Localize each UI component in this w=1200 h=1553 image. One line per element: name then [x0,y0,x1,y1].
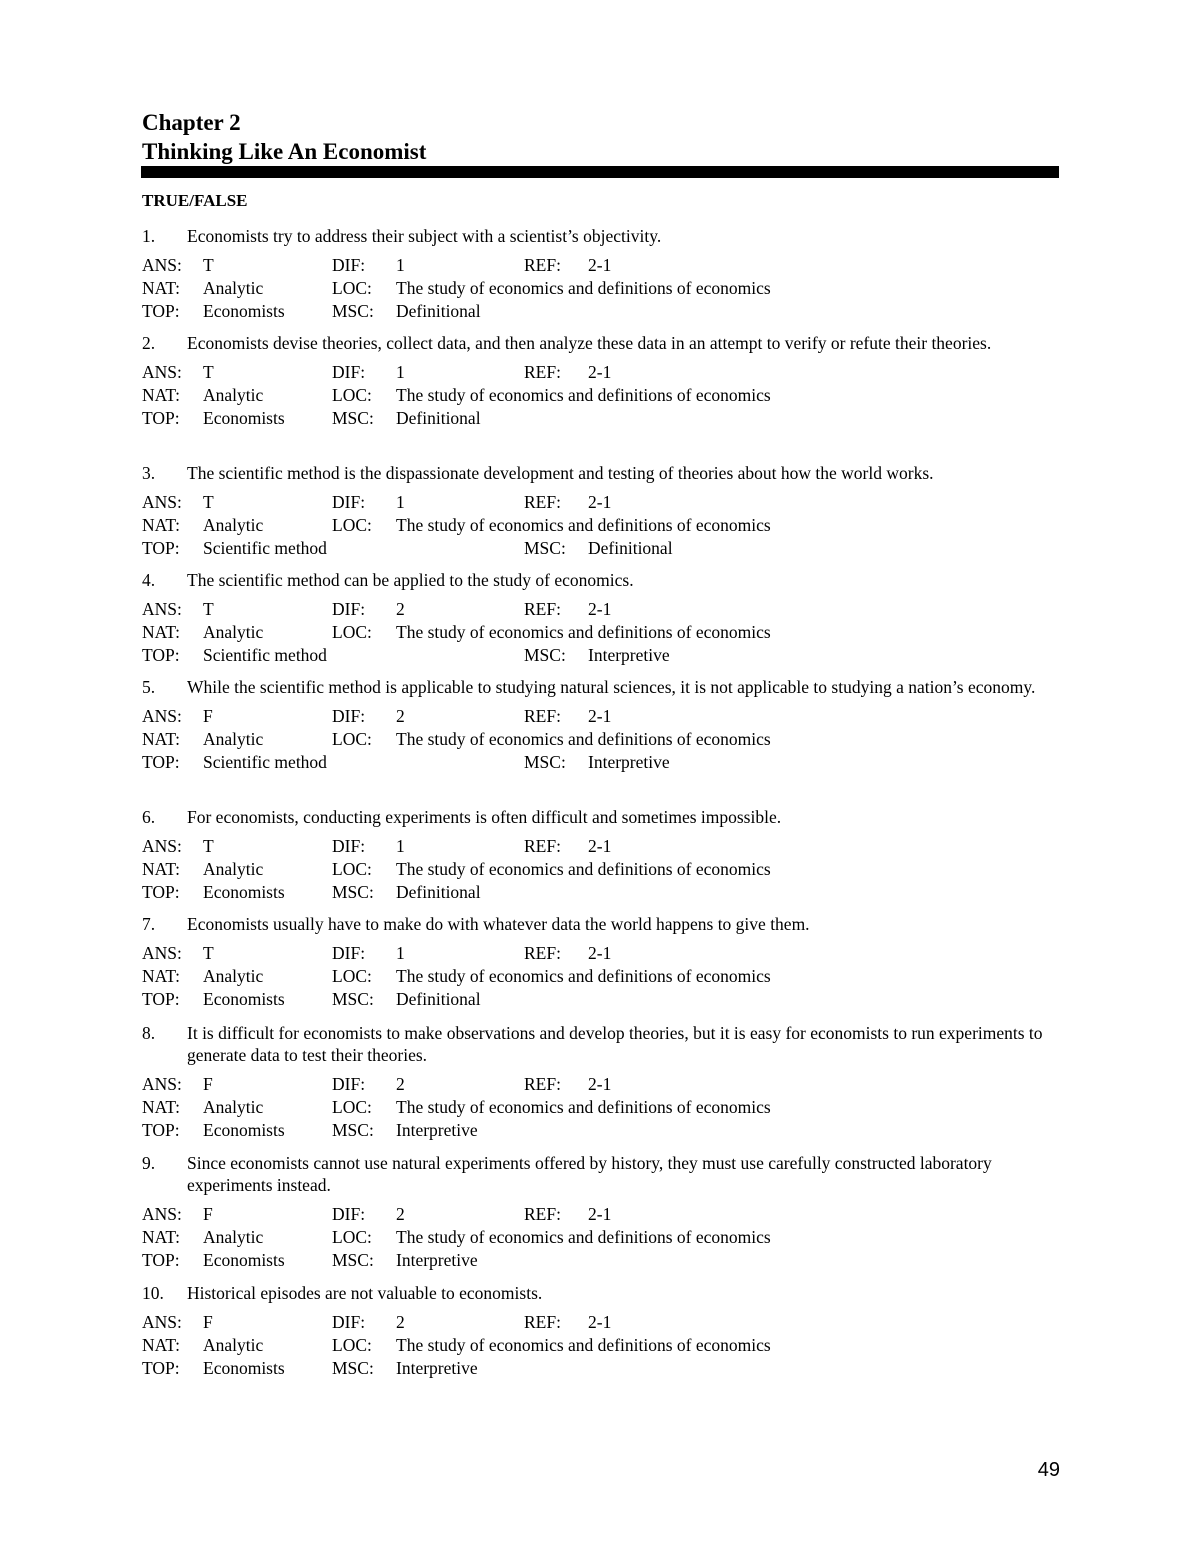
meta-row-nat [142,858,1058,881]
question-meta [142,942,1058,1011]
question-text [142,1022,1058,1066]
question-number: 1. [142,226,156,246]
question-item [142,225,1058,323]
nat-label: NAT: [142,1097,181,1117]
msc-label: MSC: [524,538,566,558]
top-label: TOP: [142,1358,180,1378]
meta-row-top [142,1357,1058,1380]
question-text [142,913,1058,935]
question-item [142,676,1058,774]
question-item [142,1282,1058,1380]
nat-label: NAT: [142,966,181,986]
msc-value: Definitional [588,538,673,558]
question-number: 10. [142,1283,164,1303]
question-meta [142,1311,1058,1380]
ans-value: T [203,492,214,512]
top-value: Economists [203,1358,285,1378]
msc-value: Interpretive [396,1120,478,1140]
ref-label: REF: [524,362,561,382]
nat-value: Analytic [203,515,264,535]
question-item [142,806,1058,904]
msc-value: Definitional [396,989,481,1009]
msc-value: Interpretive [396,1358,478,1378]
question-meta [142,835,1058,904]
top-label: TOP: [142,538,180,558]
top-value: Economists [203,408,285,428]
ans-label: ANS: [142,492,182,512]
question-item [142,913,1058,1011]
msc-label: MSC: [332,989,374,1009]
nat-value: Analytic [203,1227,264,1247]
top-value: Economists [203,882,285,902]
ans-value: T [203,362,214,382]
loc-label: LOC: [332,859,372,879]
ans-label: ANS: [142,362,182,382]
page-number: 49 [1037,1459,1060,1481]
question-item [142,1022,1058,1142]
nat-value: Analytic [203,729,264,749]
dif-value: 1 [396,943,405,963]
nat-label: NAT: [142,1335,181,1355]
msc-value: Definitional [396,408,481,428]
question-meta [142,254,1058,323]
meta-row-nat [142,277,1058,300]
loc-value: The study of economics and definitions of economics [396,515,771,535]
question-body: Economists try to address their subject with a scientist’s objectivity. [187,226,662,246]
top-label: TOP: [142,752,180,772]
loc-label: LOC: [332,966,372,986]
msc-value: Definitional [396,882,481,902]
nat-value: Analytic [203,385,264,405]
question-item [142,1152,1058,1272]
question-body: While the scientific method is applicable to studying natural sciences, it is not applicable to studying a nation’s economy. [187,677,1036,697]
ref-label: REF: [524,1204,561,1224]
meta-row-top [142,537,1058,560]
nat-value: Analytic [203,966,264,986]
loc-label: LOC: [332,622,372,642]
ans-value: F [203,1074,213,1094]
ans-label: ANS: [142,836,182,856]
top-label: TOP: [142,645,180,665]
dif-label: DIF: [332,836,366,856]
top-label: TOP: [142,882,180,902]
loc-value: The study of economics and definitions of economics [396,622,771,642]
meta-row-top [142,1249,1058,1272]
question-text [142,676,1058,698]
ref-value: 2-1 [588,706,612,726]
question-number: 7. [142,914,156,934]
question-meta [142,491,1058,560]
loc-label: LOC: [332,278,372,298]
meta-row-nat [142,1334,1058,1357]
nat-value: Analytic [203,622,264,642]
ans-value: T [203,599,214,619]
meta-row-ans [142,254,1058,277]
dif-label: DIF: [332,255,366,275]
question-number: 4. [142,570,156,590]
ans-label: ANS: [142,1074,182,1094]
msc-value: Interpretive [588,752,670,772]
meta-row-top [142,751,1058,774]
ans-value: F [203,1204,213,1224]
question-body: Since economists cannot use natural experiments offered by history, they must use carefully constructed laboratory experiments instead. [187,1153,992,1195]
meta-row-top [142,1119,1058,1142]
dif-value: 2 [396,599,405,619]
question-number: 8. [142,1023,156,1043]
nat-label: NAT: [142,278,181,298]
top-value: Scientific method [203,645,327,665]
ref-value: 2-1 [588,599,612,619]
loc-value: The study of economics and definitions of economics [396,1227,771,1247]
top-value: Economists [203,989,285,1009]
chapter-title: Thinking Like An Economist [142,139,427,164]
meta-row-nat [142,1226,1058,1249]
ref-label: REF: [524,836,561,856]
nat-value: Analytic [203,278,264,298]
dif-value: 1 [396,836,405,856]
msc-value: Definitional [396,301,481,321]
question-text [142,462,1058,484]
nat-label: NAT: [142,729,181,749]
question-item [142,332,1058,430]
title-rule [141,166,1059,178]
msc-label: MSC: [332,408,374,428]
dif-value: 1 [396,492,405,512]
question-body: Historical episodes are not valuable to economists. [187,1283,543,1303]
msc-label: MSC: [524,645,566,665]
question-body: It is difficult for economists to make observations and develop theories, but it is easy for economists to run experiments to generate data to test their theories. [187,1023,1043,1065]
question-body: The scientific method is the dispassionate development and testing of theories about how the world works. [187,463,934,483]
question-number: 6. [142,807,156,827]
question-meta [142,1203,1058,1272]
meta-row-top [142,644,1058,667]
question-meta [142,705,1058,774]
ref-value: 2-1 [588,1312,612,1332]
chapter-number: Chapter 2 [142,110,241,135]
dif-label: DIF: [332,1074,366,1094]
ref-value: 2-1 [588,492,612,512]
msc-label: MSC: [524,752,566,772]
meta-row-nat [142,1096,1058,1119]
top-label: TOP: [142,1250,180,1270]
question-body: Economists devise theories, collect data, and then analyze these data in an attempt to verify or refute their theories. [187,333,992,353]
ref-label: REF: [524,943,561,963]
question-text [142,569,1058,591]
dif-value: 2 [396,706,405,726]
ref-value: 2-1 [588,1074,612,1094]
ref-value: 2-1 [588,362,612,382]
question-number: 5. [142,677,156,697]
meta-row-ans [142,705,1058,728]
ref-value: 2-1 [588,1204,612,1224]
top-value: Economists [203,1120,285,1140]
dif-value: 2 [396,1312,405,1332]
ans-label: ANS: [142,255,182,275]
question-meta [142,361,1058,430]
nat-label: NAT: [142,622,181,642]
loc-label: LOC: [332,515,372,535]
question-item [142,462,1058,560]
meta-row-ans [142,942,1058,965]
ref-value: 2-1 [588,836,612,856]
top-value: Scientific method [203,752,327,772]
loc-value: The study of economics and definitions of economics [396,1335,771,1355]
ref-label: REF: [524,706,561,726]
question-number: 3. [142,463,156,483]
msc-value: Interpretive [396,1250,478,1270]
ans-value: F [203,1312,213,1332]
ans-label: ANS: [142,706,182,726]
dif-label: DIF: [332,943,366,963]
top-label: TOP: [142,989,180,1009]
nat-label: NAT: [142,385,181,405]
dif-value: 2 [396,1204,405,1224]
ref-label: REF: [524,599,561,619]
ref-value: 2-1 [588,943,612,963]
question-item [142,569,1058,667]
loc-label: LOC: [332,729,372,749]
nat-label: NAT: [142,515,181,535]
meta-row-nat [142,514,1058,537]
ans-value: F [203,706,213,726]
question-text [142,1152,1058,1196]
top-label: TOP: [142,301,180,321]
ref-label: REF: [524,492,561,512]
ref-label: REF: [524,1074,561,1094]
section-title: TRUE/FALSE [142,191,248,210]
ans-value: T [203,943,214,963]
question-meta [142,598,1058,667]
meta-row-ans [142,1203,1058,1226]
dif-label: DIF: [332,492,366,512]
meta-row-ans [142,598,1058,621]
question-body: Economists usually have to make do with whatever data the world happens to give them. [187,914,810,934]
dif-label: DIF: [332,1204,366,1224]
msc-label: MSC: [332,1250,374,1270]
top-value: Scientific method [203,538,327,558]
loc-value: The study of economics and definitions of economics [396,859,771,879]
msc-value: Interpretive [588,645,670,665]
ans-label: ANS: [142,599,182,619]
question-text [142,332,1058,354]
meta-row-top [142,300,1058,323]
loc-value: The study of economics and definitions of economics [396,966,771,986]
dif-label: DIF: [332,706,366,726]
meta-row-ans [142,361,1058,384]
ref-label: REF: [524,255,561,275]
loc-value: The study of economics and definitions of economics [396,1097,771,1117]
nat-label: NAT: [142,1227,181,1247]
top-value: Economists [203,1250,285,1270]
dif-value: 1 [396,255,405,275]
meta-row-ans [142,491,1058,514]
top-value: Economists [203,301,285,321]
loc-label: LOC: [332,1097,372,1117]
ref-label: REF: [524,1312,561,1332]
nat-value: Analytic [203,1335,264,1355]
ref-value: 2-1 [588,255,612,275]
meta-row-ans [142,1073,1058,1096]
msc-label: MSC: [332,882,374,902]
meta-row-nat [142,384,1058,407]
msc-label: MSC: [332,1358,374,1378]
question-number: 2. [142,333,156,353]
nat-value: Analytic [203,1097,264,1117]
meta-row-nat [142,728,1058,751]
dif-value: 1 [396,362,405,382]
top-label: TOP: [142,408,180,428]
loc-label: LOC: [332,1227,372,1247]
meta-row-ans [142,835,1058,858]
dif-label: DIF: [332,599,366,619]
question-number: 9. [142,1153,156,1173]
loc-value: The study of economics and definitions of economics [396,385,771,405]
question-text [142,1282,1058,1304]
question-body: For economists, conducting experiments is often difficult and sometimes impossible. [187,807,782,827]
ans-value: T [203,836,214,856]
meta-row-top [142,881,1058,904]
ans-value: T [203,255,214,275]
loc-label: LOC: [332,385,372,405]
msc-label: MSC: [332,1120,374,1140]
ans-label: ANS: [142,1204,182,1224]
nat-value: Analytic [203,859,264,879]
question-body: The scientific method can be applied to the study of economics. [187,570,634,590]
ans-label: ANS: [142,943,182,963]
top-label: TOP: [142,1120,180,1140]
ans-label: ANS: [142,1312,182,1332]
question-text [142,806,1058,828]
meta-row-nat [142,621,1058,644]
meta-row-top [142,407,1058,430]
meta-row-top [142,988,1058,1011]
loc-value: The study of economics and definitions of economics [396,278,771,298]
dif-label: DIF: [332,362,366,382]
loc-value: The study of economics and definitions of economics [396,729,771,749]
dif-label: DIF: [332,1312,366,1332]
msc-label: MSC: [332,301,374,321]
dif-value: 2 [396,1074,405,1094]
nat-label: NAT: [142,859,181,879]
loc-label: LOC: [332,1335,372,1355]
meta-row-nat [142,965,1058,988]
question-text [142,225,1058,247]
question-meta [142,1073,1058,1142]
meta-row-ans [142,1311,1058,1334]
